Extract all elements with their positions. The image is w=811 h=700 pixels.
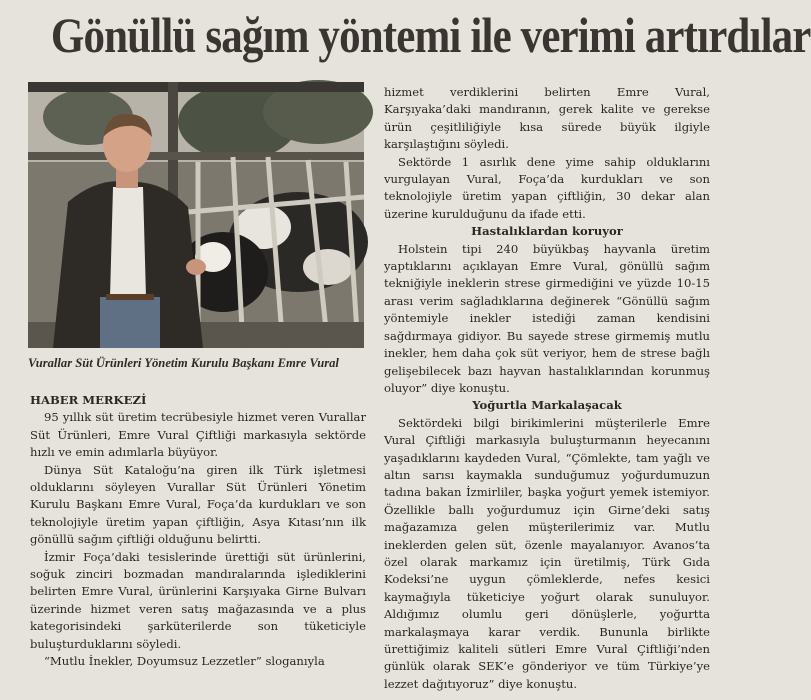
subheading-yogurtla: Yoğurtla Markalaşacak [472, 398, 622, 413]
paragraph: Sektörde 1 asırlık dene yime sahip olduklarını vurgulayan Vural, Foça’da kurdukları ve son teknolojiyle üretim yapan çiftliğin, 30 dekar alan üzerine kurulduğunu da ifade etti. [384, 154, 710, 221]
paragraph: “Mutlu İnekler, Doyumsuz Lezzetler” sloganıyla [44, 654, 325, 669]
subheading-hastaliklardan: Hastalıklardan koruyor [471, 224, 623, 239]
paragraph: İzmir Foça’daki tesislerinde ürettiği süt ürünlerini, soğuk zinciri bozmadan mandıralarında işlediklerini belirten Emre Vural, ürünlerini Karşıyaka Girne Bulvarı üzerinde hizmet veren satış mağazasında ve a plus kategorisindeki şarküterilerde son tüketiciyle buluşturduklarını söyledi. [30, 549, 366, 651]
paragraph: Sektördeki bilgi birikimlerini müşterilerle Emre Vural Çiftliği markasıyla buluşturmanın heyecanını yaşadıklarını kaydeden Vural, “Çömlekte, tam yağlı ve altın sarısı kaymakla sunduğumuz yoğurdumuzun tadına bakan İzmirliler, başka yoğurt yemek istemiyor. Özellikle ballı yoğurdumuz için Girne’deki satış mağazamıza gelen müşterilerimiz var. Mutlu ineklerden gelen süt, özenle mayalanıyor. Avanos’ta özel olarak markamız için üretilmiş, Türk Gıda Kodeksi’ne uygun çömleklerde, nefes kesici kaymağıyla tüketiciye yoğurt olarak sunuluyor. Aldığımız olumlu geri dönüşlerle, yoğurtta markalaşmaya karar verdik. Bununla birlikte ürettiğimiz kaliteli sütleri Emre Vural Çiftliği’nden günlük olarak SEK’e gönderiyor ve tüm Türkiye’ye lezzet dağıtıyoruz” diye konuştu. [384, 415, 710, 691]
byline: HABER MERKEZİ [30, 393, 147, 407]
photo-illustration [28, 82, 364, 348]
left-column [30, 392, 366, 671]
news-photo [28, 82, 364, 348]
paragraph: Dünya Süt Kataloğu’na giren ilk Türk işletmesi olduklarını söyleyen Vurallar Süt Ürünleri Yönetim Kurulu Başkanı Emre Vural, Foça’da kurdukları ve son teknolojiyle üretim yapan çiftliğin, Asya Kıtası’nın ilk gönüllü sağım çiftliği olduğunu belirtti. [30, 462, 366, 547]
headline: Gönüllü sağım yöntemi ile verimi artırdılar [50, 7, 811, 63]
photo-caption: Vurallar Süt Ürünleri Yönetim Kurulu Başkanı Emre Vural [28, 356, 339, 370]
paragraph: 95 yıllık süt üretim tecrübesiyle hizmet veren Vurallar Süt Ürünleri, Emre Vural Çiftliği markasıyla sektörde hızlı ve emin adımlarla büyüyor. [30, 410, 366, 460]
right-column [384, 84, 710, 693]
paragraph: Holstein tipi 240 büyükbaş hayvanla üretim yaptıklarını açıklayan Emre Vural, gönüllü sağım tekniğiyle ineklerin strese girmediğini ve yüzde 10-15 arası verim sağladıklarına değinerek “Gönüllü sağım yöntemiyle inekler istediği zaman kendisini sağdırmaya gidiyor. Bu sayede strese girmemiş mutlu inekler, hem daha çok süt veriyor, hem de strese bağlı gelişebilecek bazı hayvan hastalıklarından korunmuş oluyor” diye konuştu. [384, 241, 710, 395]
paragraph: hizmet verdiklerini belirten Emre Vural, Karşıyaka’daki mandıranın, gerek kalite ve gerekse ürün çeşitliliğiyle kısa sürede büyük ilgiyle karşılaştığını söyledi. [384, 85, 710, 152]
